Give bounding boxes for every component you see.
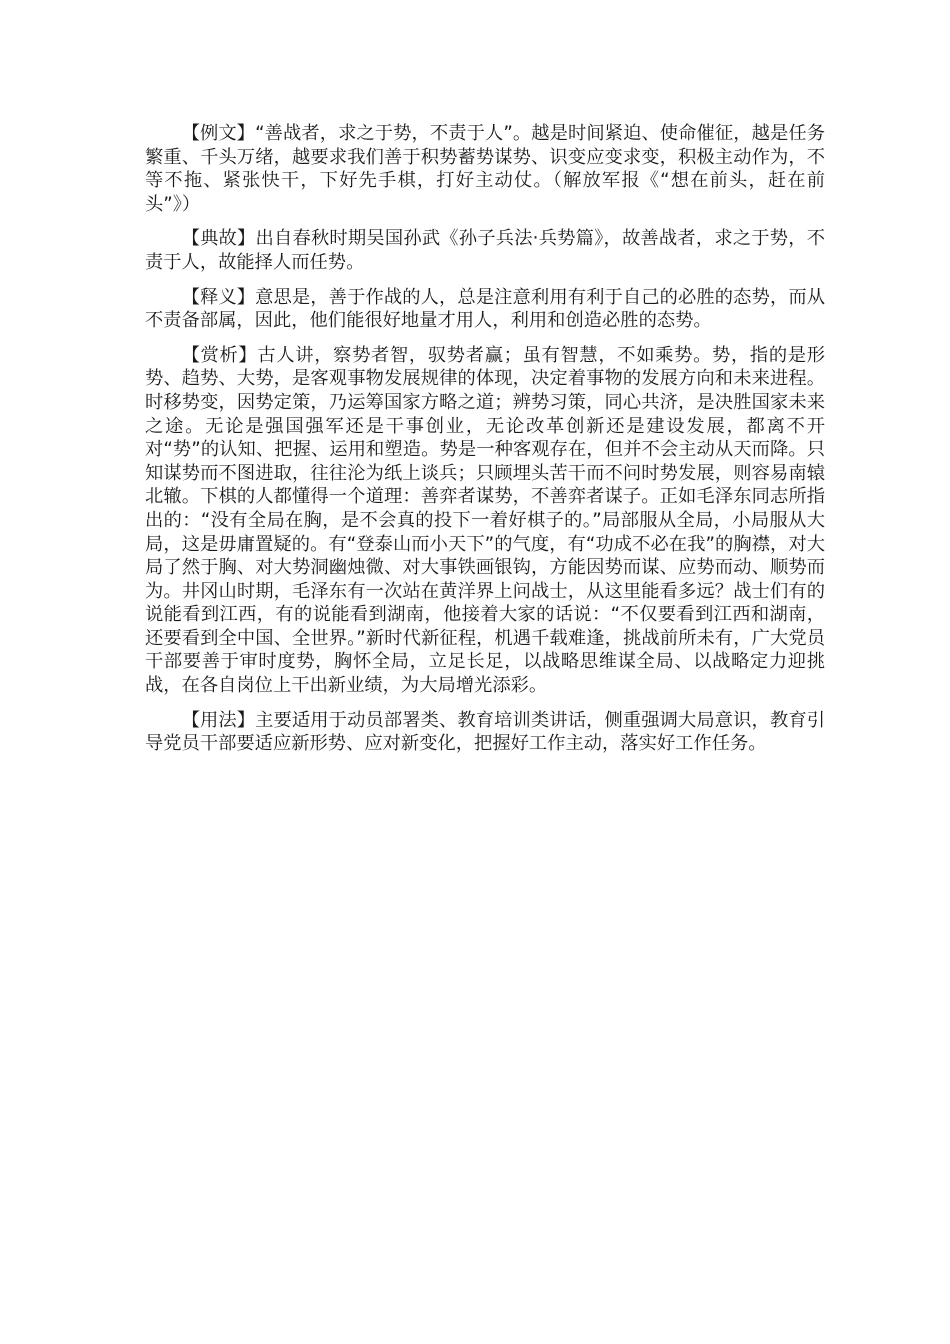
section-text: 古人讲，察势者智，驭势者赢；虽有智慧，不如乘势。势，指的是形势、趋势、大势，是客观事物发展规律的体现，决定着事物的发展方向和未来进程。时移势变，因势定策，乃运筹国家方略之道；辨势习策，同心共济，是决胜国家未来之途。无论是强国强军还是干事创业，无论改革创新还是建设发展，都离不开对“势”的认知、把握、运用和塑造。势是一种客观存在，但并不会主动从天而降。只知谋势而不图进取，往往沦为纸上谈兵；只顾埋头苦干而不问时势发展，则容易南辕北辙。下棋的人都懂得一个道理：善弈者谋势，不善弈者谋子。正如毛泽东同志所指出的：“没有全局在胸，是不会真的投下一着好棋子的。”局部服从全局，小局服从大局，这是毋庸置疑的。有“登泰山而小天下”的气度，有“功成不必在我”的胸襟，对大局了然于胸、对大势洞幽烛微、对大事铁画银钩，方能因势而谋、应势而动、顺势而为。井冈山时期，毛泽东有一次站在黄洋界上问战士，从这里能看多远？战士们有的说能看到江西，有的说能看到湖南，他接着大家的话说：“不仅要看到江西和湖南，还要看到全中国、全世界。”新时代新征程，机遇千载难逢，挑战前所未有，广大党员干部要善于审时度势，胸怀全局，立足长足，以战略思维谋全局、以战略定力迎挑战，在各自岗位上干出新业绩，为大局增光添彩。 bbox=[145, 344, 826, 697]
section-tag: 【用法】 bbox=[181, 709, 256, 731]
section-text: 出自春秋时期吴国孙武《孙子兵法·兵势篇》，故善战者，求之于势，不责于人，故能择人而任势。 bbox=[145, 228, 826, 273]
section-tag: 【典故】 bbox=[181, 228, 256, 250]
section-tag: 【例文】 bbox=[181, 123, 256, 144]
section-example bbox=[145, 122, 825, 216]
section-usage bbox=[145, 709, 825, 756]
section-tag: 【释义】 bbox=[181, 286, 256, 308]
section-text: “善战者，求之于势，不责于人”。越是时间紧迫、使命催征，越是任务繁重、千头万绪，越要求我们善于积势蓄势谋势、识变应变求变，积极主动作为，不等不拖、紧张快干，下好先手棋，打好主动仗。（解放军报《“想在前头，赶在前头”》） bbox=[145, 123, 826, 215]
section-tag: 【赏析】 bbox=[181, 344, 258, 366]
section-meaning bbox=[145, 286, 825, 333]
document-body bbox=[145, 122, 825, 767]
section-appreciation bbox=[145, 344, 825, 698]
section-allusion bbox=[145, 227, 825, 274]
section-text: 主要适用于动员部署类、教育培训类讲话，侧重强调大局意识，教育引导党员干部要适应新形势、应对新变化，把握好工作主动，落实好工作任务。 bbox=[145, 709, 826, 755]
section-text: 意思是，善于作战的人，总是注意利用有利于自己的必胜的态势，而从不责备部属，因此，他们能很好地量才用人，利用和创造必胜的态势。 bbox=[145, 286, 826, 332]
